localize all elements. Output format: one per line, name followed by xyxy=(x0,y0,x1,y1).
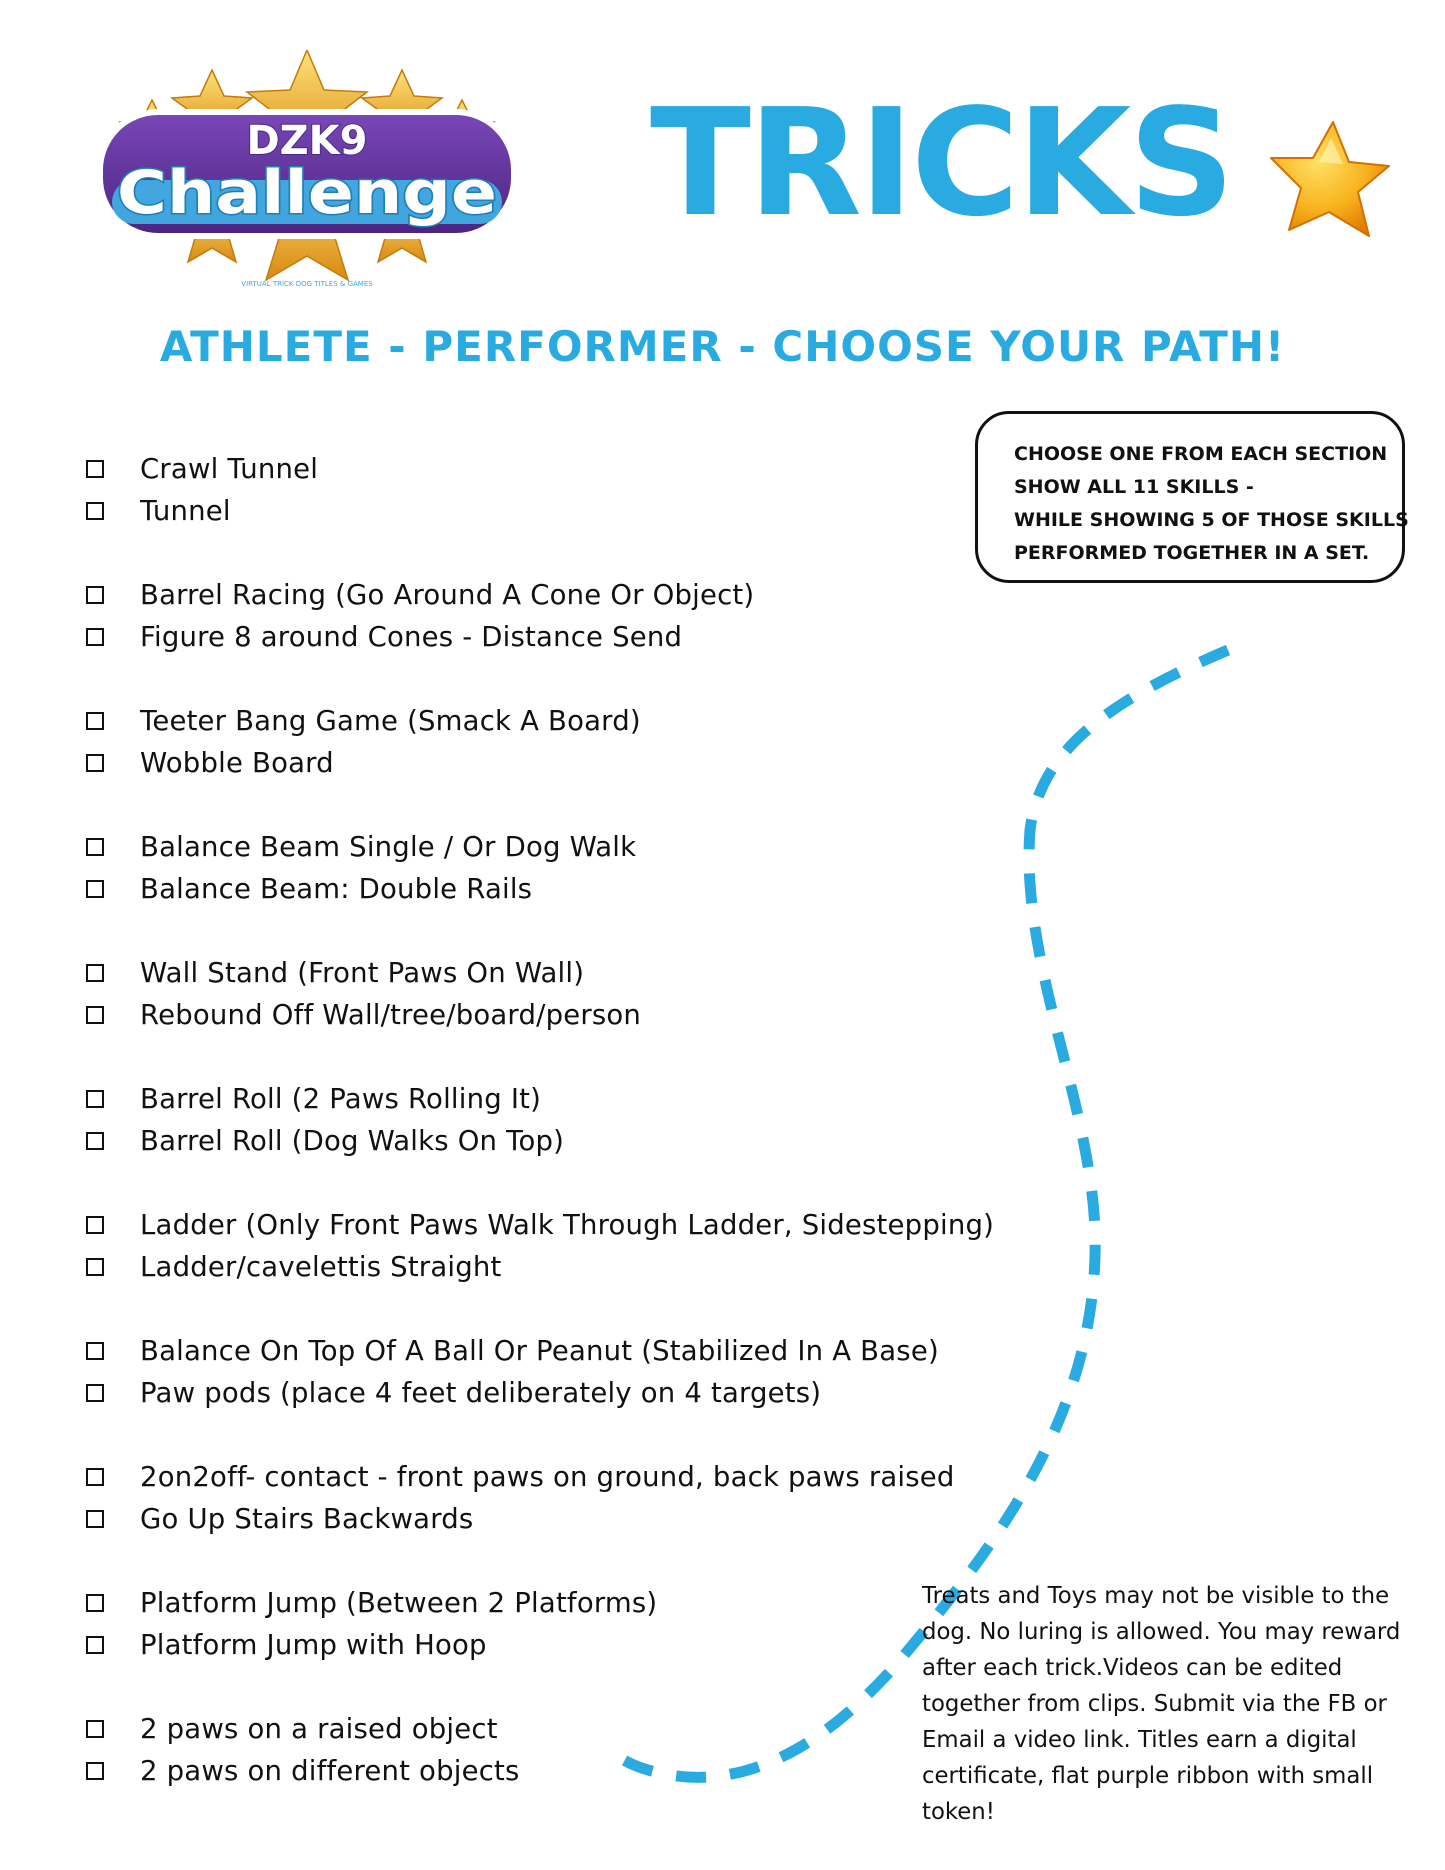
checkbox[interactable] xyxy=(86,1258,104,1276)
item-label: 2on2off- contact - front paws on ground, back paws raised xyxy=(140,1461,955,1493)
rules-notes: Treats and Toys may not be visible to the dog. No luring is allowed. You may reward after each trick.Videos can be edited together from clips. Submit via the FB or Email a video link. Titles earn a digital certificate, flat purple ribbon with small token! xyxy=(922,1583,1401,1825)
list-item[interactable] xyxy=(86,868,986,910)
rules-line: PERFORMED TOGETHER IN A SET. xyxy=(1014,542,1370,564)
item-label: Barrel Roll (Dog Walks On Top) xyxy=(140,1125,565,1157)
trick-group-9 xyxy=(86,1456,986,1540)
logo-tagline: VIRTUAL TRICK DOG TITLES & GAMES xyxy=(241,280,373,288)
list-item[interactable] xyxy=(86,448,986,490)
item-label: Ladder (Only Front Paws Walk Through Ladder, Sidestepping) xyxy=(140,1209,995,1241)
item-label: Figure 8 around Cones - Distance Send xyxy=(140,621,683,653)
item-label: Platform Jump (Between 2 Platforms) xyxy=(140,1587,658,1619)
list-item[interactable] xyxy=(86,1708,986,1750)
list-item[interactable] xyxy=(86,1204,995,1246)
trick-group-8 xyxy=(86,1330,986,1414)
list-item[interactable] xyxy=(86,994,986,1036)
checkbox[interactable] xyxy=(86,1216,104,1234)
item-label: Go Up Stairs Backwards xyxy=(140,1503,474,1535)
list-item[interactable] xyxy=(86,1624,986,1666)
trick-group-10 xyxy=(86,1582,986,1666)
item-label: Crawl Tunnel xyxy=(140,453,319,485)
page-title: TRICKS xyxy=(650,77,1232,249)
item-label: Rebound Off Wall/tree/board/person xyxy=(140,999,642,1031)
checkbox[interactable] xyxy=(86,1510,104,1528)
checkbox[interactable] xyxy=(86,1720,104,1738)
trick-group-1 xyxy=(86,448,986,532)
checkbox[interactable] xyxy=(86,1384,104,1402)
checkbox[interactable] xyxy=(86,712,104,730)
item-label: Platform Jump with Hoop xyxy=(140,1629,487,1661)
checkbox[interactable] xyxy=(86,838,104,856)
trick-group-2 xyxy=(86,574,986,658)
item-label: Tunnel xyxy=(140,495,231,527)
list-item[interactable] xyxy=(86,1120,986,1162)
list-item[interactable] xyxy=(86,1246,986,1288)
item-label: Balance On Top Of A Ball Or Peanut (Stabilized In A Base) xyxy=(140,1335,939,1367)
checkbox[interactable] xyxy=(86,1594,104,1612)
list-item[interactable] xyxy=(86,952,986,994)
gold-star-icon xyxy=(1263,118,1391,243)
checkbox[interactable] xyxy=(86,502,104,520)
item-label: Barrel Racing (Go Around A Cone Or Object) xyxy=(140,579,755,611)
list-item[interactable] xyxy=(86,1078,986,1120)
list-item[interactable] xyxy=(86,1750,986,1792)
trick-group-3 xyxy=(86,700,986,784)
checkbox[interactable] xyxy=(86,1636,104,1654)
logo-graphic xyxy=(92,50,522,290)
rules-line: SHOW ALL 11 SKILLS - xyxy=(1014,476,1254,498)
list-item[interactable] xyxy=(86,1330,986,1372)
item-label: Balance Beam Single / Or Dog Walk xyxy=(140,831,637,863)
list-item[interactable] xyxy=(86,1582,986,1624)
list-item[interactable] xyxy=(86,742,986,784)
trick-group-7 xyxy=(86,1204,995,1288)
checkbox[interactable] xyxy=(86,1762,104,1780)
list-item[interactable] xyxy=(86,1456,986,1498)
item-label: Wobble Board xyxy=(140,747,334,779)
item-label: Wall Stand (Front Paws On Wall) xyxy=(140,957,585,989)
list-item[interactable] xyxy=(86,826,986,868)
checkbox[interactable] xyxy=(86,460,104,478)
page-subtitle: ATHLETE - PERFORMER - CHOOSE YOUR PATH! xyxy=(159,322,1286,371)
item-label: Balance Beam: Double Rails xyxy=(140,873,533,905)
rules-line: CHOOSE ONE FROM EACH SECTION xyxy=(1014,443,1388,465)
list-item[interactable] xyxy=(86,616,986,658)
list-item[interactable] xyxy=(86,1498,986,1540)
checkbox[interactable] xyxy=(86,586,104,604)
item-label: 2 paws on different objects xyxy=(140,1755,520,1787)
item-label: Ladder/cavelettis Straight xyxy=(140,1251,502,1283)
list-item[interactable] xyxy=(86,574,986,616)
checkbox[interactable] xyxy=(86,880,104,898)
item-label: Paw pods (place 4 feet deliberately on 4 targets) xyxy=(140,1377,822,1409)
checkbox[interactable] xyxy=(86,1342,104,1360)
checkbox[interactable] xyxy=(86,1468,104,1486)
item-label: Barrel Roll (2 Paws Rolling It) xyxy=(140,1083,542,1115)
checkbox[interactable] xyxy=(86,628,104,646)
trick-checklist xyxy=(86,448,995,1834)
list-item[interactable] xyxy=(86,1372,986,1414)
dzk9-challenge-logo xyxy=(92,50,522,290)
checkbox[interactable] xyxy=(86,1006,104,1024)
trick-group-6 xyxy=(86,1078,986,1162)
checkbox[interactable] xyxy=(86,1132,104,1150)
list-item[interactable] xyxy=(86,700,986,742)
logo-brand-main: Challenge xyxy=(117,158,497,228)
rules-box xyxy=(975,411,1409,583)
trick-group-11 xyxy=(86,1708,986,1792)
checkbox[interactable] xyxy=(86,754,104,772)
trick-group-5 xyxy=(86,952,986,1036)
checkbox[interactable] xyxy=(86,964,104,982)
item-label: Teeter Bang Game (Smack A Board) xyxy=(140,705,641,737)
trick-group-4 xyxy=(86,826,986,910)
rules-line: WHILE SHOWING 5 OF THOSE SKILLS xyxy=(1014,509,1409,531)
list-item[interactable] xyxy=(86,490,986,532)
item-label: 2 paws on a raised object xyxy=(140,1713,498,1745)
logo-brand-top: DZK9 xyxy=(246,118,368,164)
checkbox[interactable] xyxy=(86,1090,104,1108)
